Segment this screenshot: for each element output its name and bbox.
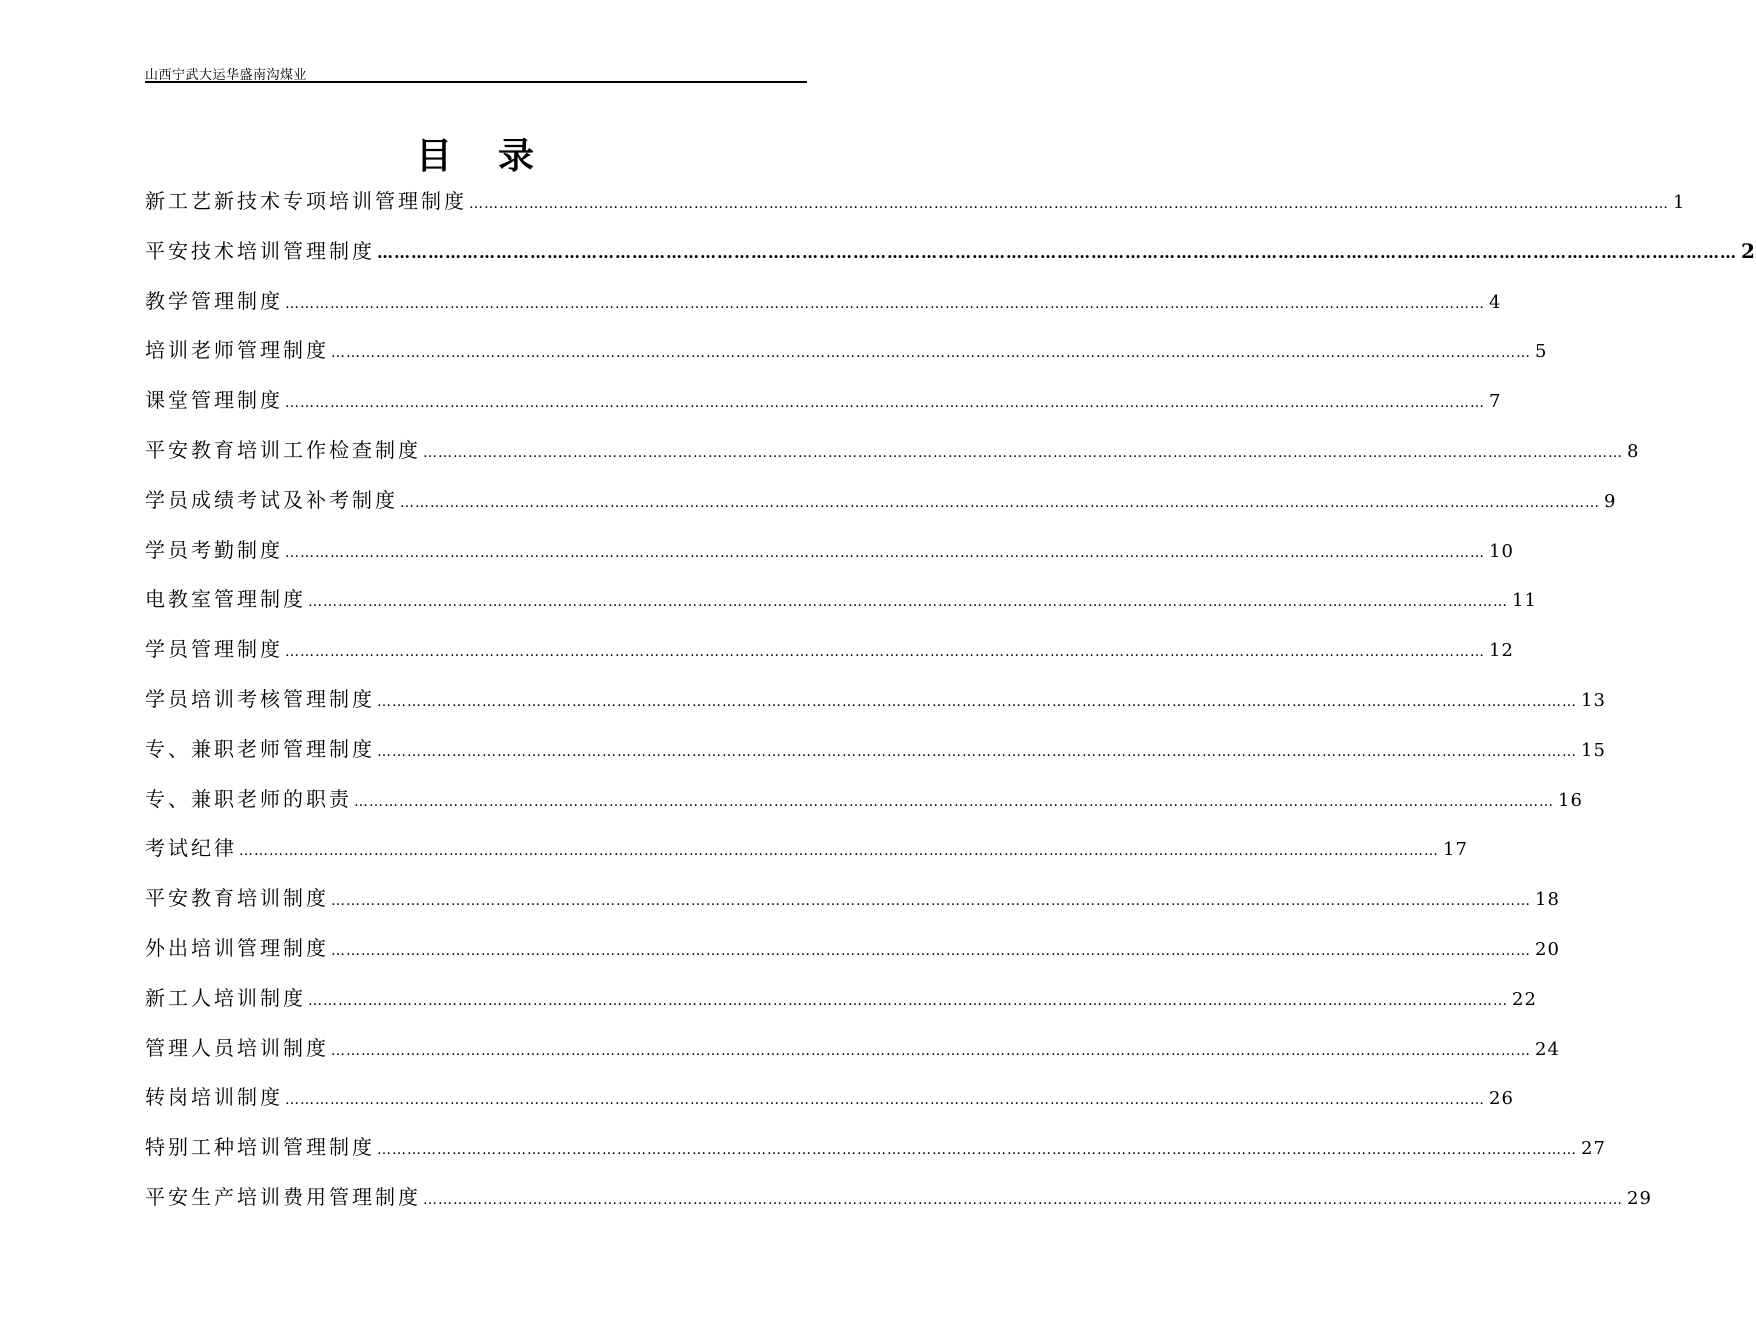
toc-entry-page: 9 (1604, 490, 1617, 512)
toc-leader: …………………………………………………………………………………………………………………………………………………………………………………………………………………… (400, 494, 1600, 511)
page-header: 山西宁武大运华盛南沟煤业 (145, 68, 308, 83)
toc-entry-label: 平安技术培训管理制度 (145, 238, 375, 263)
toc-leader: …………………………………………………………………………………………………………………………………………………………………………………………………………………… (331, 1042, 1531, 1059)
header-rule (145, 81, 807, 83)
toc-list (145, 186, 1756, 1232)
toc-entry-label: 专、兼职老师管理制度 (145, 736, 375, 761)
toc-entry[interactable] (145, 1132, 1606, 1182)
toc-entry-page: 8 (1627, 440, 1640, 462)
toc-leader: …………………………………………………………………………………………………………………………………………………………………………………………………………………… (285, 395, 1485, 412)
toc-entry[interactable] (145, 485, 1617, 535)
toc-entry-label: 学员培训考核管理制度 (145, 686, 375, 711)
toc-entry-page: 27 (1581, 1138, 1606, 1160)
toc-entry[interactable] (145, 335, 1548, 385)
toc-entry[interactable] (145, 734, 1606, 784)
toc-entry-page: 18 (1535, 889, 1560, 911)
toc-entry-label: 平安教育培训制度 (145, 886, 329, 911)
toc-entry-label: 转岗培训制度 (145, 1085, 283, 1110)
toc-entry-page: 13 (1581, 689, 1606, 711)
toc-entry-label: 学员考勤制度 (145, 537, 283, 562)
toc-leader: …………………………………………………………………………………………………………………………………………………………………………………………………………………… (285, 295, 1485, 312)
toc-leader: …………………………………………………………………………………………………………………………………………………………………………………………………………………… (285, 644, 1485, 661)
toc-leader: …………………………………………………………………………………………………………………………………………………………………………………………………………………… (354, 793, 1554, 810)
toc-leader: …………………………………………………………………………………………………………………………………………………………………………………………………………………… (423, 444, 1623, 461)
toc-entry-page: 29 (1627, 1187, 1652, 1209)
toc-entry-page: 17 (1443, 839, 1468, 861)
toc-entry-page: 11 (1512, 590, 1537, 612)
toc-entry-label: 新工人培训制度 (145, 985, 306, 1010)
toc-leader: …………………………………………………………………………………………………………………………………………………………………………………………………………………… (377, 242, 1737, 262)
toc-entry-label: 平安生产培训费用管理制度 (145, 1184, 421, 1209)
toc-leader: …………………………………………………………………………………………………………………………………………………………………………………………………………………… (377, 693, 1577, 710)
toc-entry-page: 26 (1489, 1088, 1514, 1110)
toc-entry-page: 4 (1489, 291, 1502, 313)
toc-entry-page: 10 (1489, 540, 1514, 562)
toc-entry-page: 15 (1581, 739, 1606, 761)
toc-entry-label: 管理人员培训制度 (145, 1035, 329, 1060)
toc-entry-page: 2 (1741, 238, 1756, 263)
toc-title: 目录 (415, 135, 580, 177)
toc-entry[interactable] (145, 186, 1686, 236)
toc-entry-page: 7 (1489, 391, 1502, 413)
toc-leader: …………………………………………………………………………………………………………………………………………………………………………………………………………………… (285, 1092, 1485, 1109)
toc-entry-page: 20 (1535, 938, 1560, 960)
toc-entry[interactable] (145, 933, 1560, 983)
toc-entry-page: 24 (1535, 1038, 1560, 1060)
toc-entry[interactable] (145, 833, 1468, 883)
toc-leader: …………………………………………………………………………………………………………………………………………………………………………………………………………………… (285, 544, 1485, 561)
toc-entry-label: 学员成绩考试及补考制度 (145, 487, 398, 512)
toc-entry[interactable] (145, 584, 1537, 634)
toc-leader: …………………………………………………………………………………………………………………………………………………………………………………………………………………… (423, 1191, 1623, 1208)
toc-entry-page: 1 (1673, 192, 1686, 213)
toc-entry-label: 培训老师管理制度 (145, 338, 329, 363)
toc-entry[interactable] (145, 983, 1537, 1033)
toc-entry[interactable] (145, 883, 1560, 933)
toc-entry[interactable] (145, 1082, 1514, 1132)
toc-entry-label: 新工艺新技术专项培训管理制度 (145, 189, 467, 213)
toc-entry[interactable] (145, 1182, 1652, 1232)
toc-entry[interactable] (145, 634, 1514, 684)
toc-entry-label: 特别工种培训管理制度 (145, 1135, 375, 1160)
toc-entry[interactable] (145, 535, 1514, 585)
toc-leader: …………………………………………………………………………………………………………………………………………………………………………………………………………………… (469, 196, 1669, 212)
toc-leader: …………………………………………………………………………………………………………………………………………………………………………………………………………………… (239, 843, 1439, 860)
toc-leader: …………………………………………………………………………………………………………………………………………………………………………………………………………………… (377, 1142, 1577, 1159)
toc-entry[interactable] (145, 684, 1606, 734)
toc-entry[interactable] (145, 435, 1640, 485)
toc-entry-page: 22 (1512, 988, 1537, 1010)
toc-leader: …………………………………………………………………………………………………………………………………………………………………………………………………………………… (308, 992, 1508, 1009)
toc-entry-label: 专、兼职老师的职责 (145, 786, 352, 811)
toc-entry[interactable] (145, 1033, 1560, 1083)
toc-leader: …………………………………………………………………………………………………………………………………………………………………………………………………………………… (377, 743, 1577, 760)
toc-entry-label: 平安教育培训工作检查制度 (145, 437, 421, 462)
toc-entry-label: 考试纪律 (145, 836, 237, 861)
toc-entry[interactable] (145, 784, 1583, 834)
toc-entry-page: 12 (1489, 640, 1514, 662)
toc-entry-page: 16 (1558, 789, 1583, 811)
toc-leader: …………………………………………………………………………………………………………………………………………………………………………………………………………………… (331, 942, 1531, 959)
toc-entry-label: 电教室管理制度 (145, 587, 306, 612)
toc-leader: …………………………………………………………………………………………………………………………………………………………………………………………………………………… (308, 594, 1508, 611)
toc-entry-label: 外出培训管理制度 (145, 935, 329, 960)
toc-entry-label: 课堂管理制度 (145, 388, 283, 413)
toc-entry[interactable] (145, 236, 1756, 286)
toc-entry[interactable] (145, 286, 1502, 336)
toc-entry-label: 学员管理制度 (145, 637, 283, 662)
toc-entry-label: 教学管理制度 (145, 288, 283, 313)
toc-entry[interactable] (145, 385, 1502, 435)
toc-entry-page: 5 (1535, 341, 1548, 363)
toc-leader: …………………………………………………………………………………………………………………………………………………………………………………………………………………… (331, 345, 1531, 362)
toc-leader: …………………………………………………………………………………………………………………………………………………………………………………………………………………… (331, 893, 1531, 910)
